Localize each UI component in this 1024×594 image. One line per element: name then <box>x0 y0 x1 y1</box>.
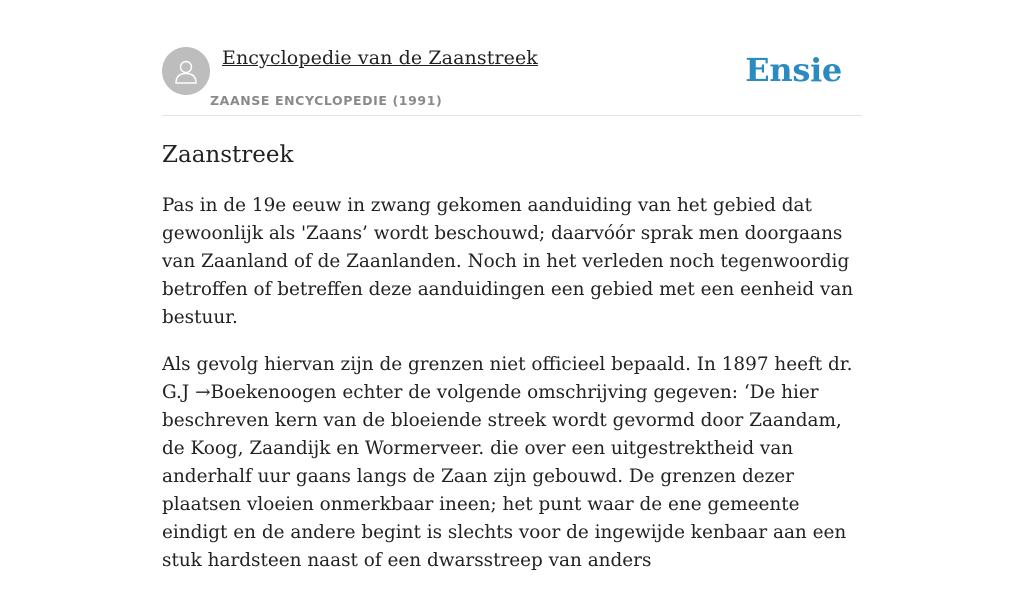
source-title-link[interactable]: Encyclopedie van de Zaanstreek <box>222 47 538 69</box>
source-header <box>162 0 862 116</box>
source-subtitle: ZAANSE ENCYCLOPEDIE (1991) <box>210 93 443 108</box>
paragraph-text: echter de volgende omschrijving gegeven: ‘De hier beschreven kern van de bloeiende streek wordt gevormd door Zaandam, de Koog, Zaandijk en Wormerveer. die over een uitgestrektheid van anderhalf uur gaans langs de Zaan zijn gebouwd. De grenzen dezer plaatsen vloeien onmerkbaar ineen; het punt waar de ene gemeente eindigt en de andere begint is slechts voor de ingewijde kenbaar aan een stuk hardsteen naast of een dwarsstreep van anders <box>162 382 847 571</box>
user-icon <box>171 56 201 86</box>
cross-reference-link[interactable]: →Boekenoogen <box>195 382 337 403</box>
page <box>162 0 862 571</box>
article-title: Zaanstreek <box>162 142 294 168</box>
avatar[interactable] <box>162 47 210 95</box>
article-body <box>162 192 864 594</box>
brand-logo-link[interactable]: Ensie <box>745 51 842 89</box>
paragraph: Pas in de 19e eeuw in zwang gekomen aanduiding van het gebied dat gewoonlijk als 'Zaans’ wordt beschouwd; daarvóór sprak men doorgaans van Zaanland of de Zaanlanden. Noch in het verleden noch tegenwoordig betroffen of betreffen deze aanduidingen een gebied met een eenheid van bestuur. <box>162 195 854 328</box>
paragraph <box>162 351 864 575</box>
paragraph-text: Als gevolg hiervan zijn de grenzen niet officieel bepaald. In 1897 heeft dr. G.J <box>162 354 853 403</box>
